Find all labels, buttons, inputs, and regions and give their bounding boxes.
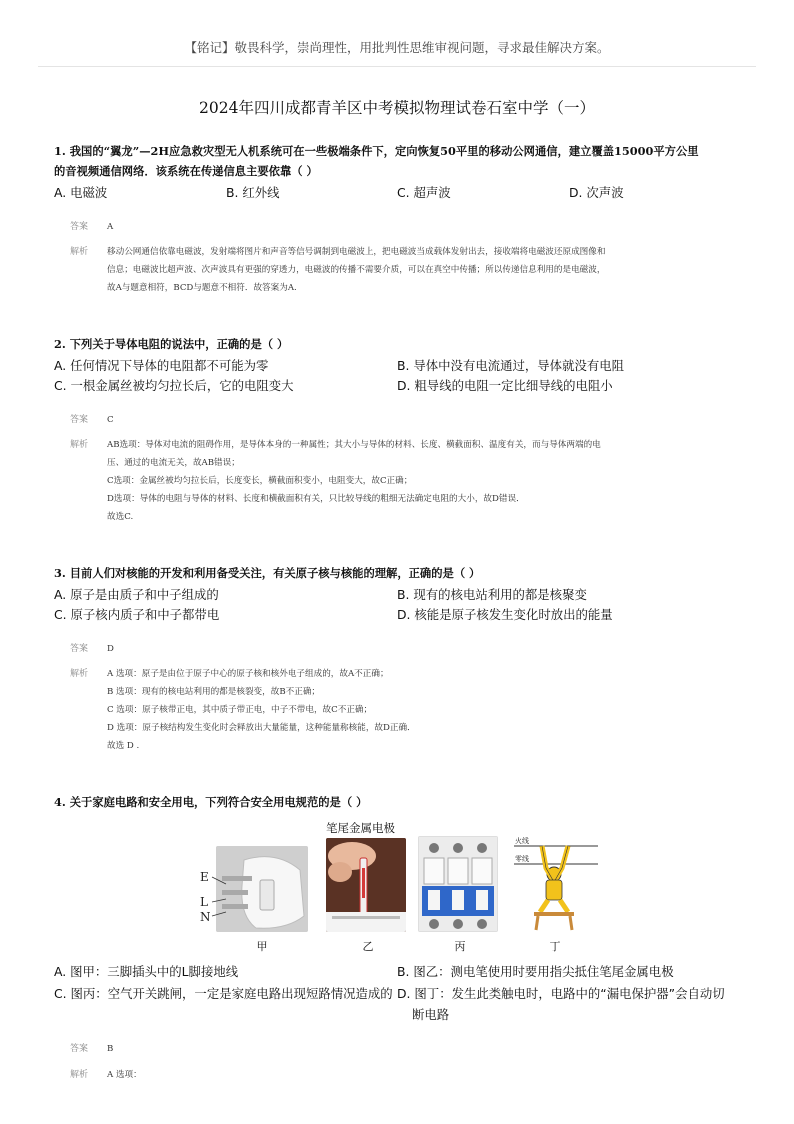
neutral-wire-label: 零线 bbox=[515, 855, 529, 863]
analysis-label: 解析 bbox=[70, 669, 89, 679]
question-1-option-a: A. 电磁波 bbox=[54, 185, 108, 200]
plug-drawing bbox=[216, 846, 308, 932]
question-2-analysis-line: 压、通过的电流无关，故AB错误； bbox=[107, 458, 240, 468]
analysis-label: 解析 bbox=[70, 247, 89, 257]
answer-label: 答案 bbox=[70, 222, 89, 232]
figure-caption-yi: 乙 bbox=[362, 940, 374, 953]
question-2-option-d: D. 粗导线的电阻一定比细导线的电阻小 bbox=[397, 378, 613, 393]
question-4-answer: B bbox=[107, 1044, 114, 1054]
pen-electrode-label: 笔尾金属电极 bbox=[326, 821, 395, 835]
question-4-option-b: B. 图乙：测电笔使用时要用指尖抵住笔尾金属电极 bbox=[397, 964, 674, 979]
question-2-option-c: C. 一根金属丝被均匀拉长后，它的电阻变大 bbox=[54, 378, 294, 393]
question-1-option-c: C. 超声波 bbox=[397, 185, 451, 200]
question-2-answer: C bbox=[107, 415, 114, 425]
question-1-answer: A bbox=[107, 222, 114, 232]
electrocution-figure bbox=[512, 834, 598, 932]
question-4-text: 4. 关于家庭电路和安全用电，下列符合安全用电规范的是（ ） bbox=[54, 795, 368, 809]
question-4-option-d-continued: 断电路 bbox=[412, 1007, 450, 1022]
question-3-analysis-line: D 选项：原子核结构发生变化时会释放出大量能量，这种能量称核能，故D正确． bbox=[107, 723, 416, 733]
question-2-analysis-line: 故选C. bbox=[107, 512, 134, 522]
question-3-option-d: D. 核能是原子核发生变化时放出的能量 bbox=[397, 607, 613, 622]
question-2-option-b: B. 导体中没有电流通过，导体就没有电阻 bbox=[397, 358, 625, 373]
question-1-analysis-line: 故A与题意相符，BCD与题意不相符．故答案为A. bbox=[107, 283, 297, 293]
question-1-text-line2: 的音视频通信网络．该系统在传递信息主要依靠（ ） bbox=[54, 164, 318, 178]
motto-banner: 【铭记】敬畏科学，崇尚理性，用批判性思维审视问题，寻求最佳解决方案。 bbox=[184, 40, 610, 55]
question-3-option-b: B. 现有的核电站利用的都是核聚变 bbox=[397, 587, 587, 602]
plug-label-l: L bbox=[200, 895, 208, 909]
question-3-answer: D bbox=[107, 644, 114, 654]
figure-caption-jia: 甲 bbox=[256, 940, 268, 953]
plug-label-e: E bbox=[200, 870, 209, 884]
question-2-option-a: A. 任何情况下导体的电阻都不可能为零 bbox=[54, 358, 269, 373]
figure-caption-ding: 丁 bbox=[549, 940, 561, 953]
page-title: 2024年四川成都青羊区中考模拟物理试卷石室中学（一） bbox=[199, 99, 595, 117]
question-1-option-d: D. 次声波 bbox=[569, 185, 624, 200]
question-4-option-d: D. 图丁：发生此类触电时，电路中的“漏电保护器”会自动切 bbox=[397, 986, 725, 1001]
question-3-analysis-line: A 选项：原子是由位于原子中心的原子核和核外电子组成的，故A不正确； bbox=[107, 669, 389, 679]
question-4-analysis-line: A 选项： bbox=[107, 1070, 142, 1080]
answer-label: 答案 bbox=[70, 1044, 89, 1054]
header-divider bbox=[38, 66, 756, 67]
question-3-text: 3. 目前人们对核能的开发和利用备受关注，有关原子核与核能的理解，正确的是（ ） bbox=[54, 566, 481, 580]
test-pen-drawing bbox=[326, 838, 406, 932]
question-3-analysis-line: B 选项：现有的核电站利用的都是核裂变，故B不正确； bbox=[107, 687, 321, 697]
answer-label: 答案 bbox=[70, 644, 89, 654]
question-2-analysis-line: AB选项：导体对电流的阻碍作用，是导体本身的一种属性；其大小与导体的材料、长度、横截面积、温度有关，而与导体两端的电 bbox=[107, 440, 601, 450]
electrocution-drawing bbox=[512, 834, 598, 932]
question-3-option-a: A. 原子是由质子和中子组成的 bbox=[54, 587, 219, 602]
figure-caption-bing: 丙 bbox=[454, 940, 466, 953]
test-pen-figure bbox=[326, 838, 406, 932]
question-1-analysis-line: 移动公网通信依靠电磁波，发射端将图片和声音等信号调制到电磁波上，把电磁波当成载体发射出去，接收端将电磁波还原成图像和 bbox=[107, 247, 606, 257]
question-2-text: 2. 下列关于导体电阻的说法中，正确的是（ ） bbox=[54, 337, 289, 351]
question-2-analysis-line: D选项：导体的电阻与导体的材料、长度和横截面积有关，只比较导线的粗细无法确定电阻的大小，故D错误． bbox=[107, 494, 525, 504]
plug-figure bbox=[216, 846, 308, 932]
question-1-analysis-line: 信息；电磁波比超声波、次声波具有更强的穿透力，电磁波的传播不需要介质，可以在真空中传播；所以传递信息利用的是电磁波， bbox=[107, 265, 606, 275]
question-3-analysis-line: C 选项：原子核带正电，其中质子带正电，中子不带电，故C不正确； bbox=[107, 705, 373, 715]
question-3-option-c: C. 原子核内质子和中子都带电 bbox=[54, 607, 220, 622]
question-1-text-line1: 1. 我国的“翼龙”—2H应急救灾型无人机系统可在一些极端条件下，定向恢复50平里的移动公网通信，建立覆盖15000平方公里 bbox=[54, 144, 699, 158]
air-switch-drawing bbox=[418, 836, 498, 932]
plug-label-n: N bbox=[200, 910, 211, 924]
question-2-analysis-line: C选项：金属丝被均匀拉长后，长度变长，横截面积变小，电阻变大，故C正确； bbox=[107, 476, 413, 486]
question-1-option-b: B. 红外线 bbox=[226, 185, 280, 200]
question-4-option-a: A. 图甲：三脚插头中的L脚接地线 bbox=[54, 964, 239, 979]
analysis-label: 解析 bbox=[70, 1070, 89, 1080]
air-switch-figure bbox=[418, 836, 498, 932]
question-3-analysis-line: 故选 D . bbox=[107, 741, 140, 751]
analysis-label: 解析 bbox=[70, 440, 89, 450]
fire-wire-label: 火线 bbox=[515, 837, 529, 845]
question-4-option-c: C. 图丙：空气开关跳闸，一定是家庭电路出现短路情况造成的 bbox=[54, 986, 393, 1001]
answer-label: 答案 bbox=[70, 415, 89, 425]
plug-pointer-lines bbox=[208, 872, 228, 922]
